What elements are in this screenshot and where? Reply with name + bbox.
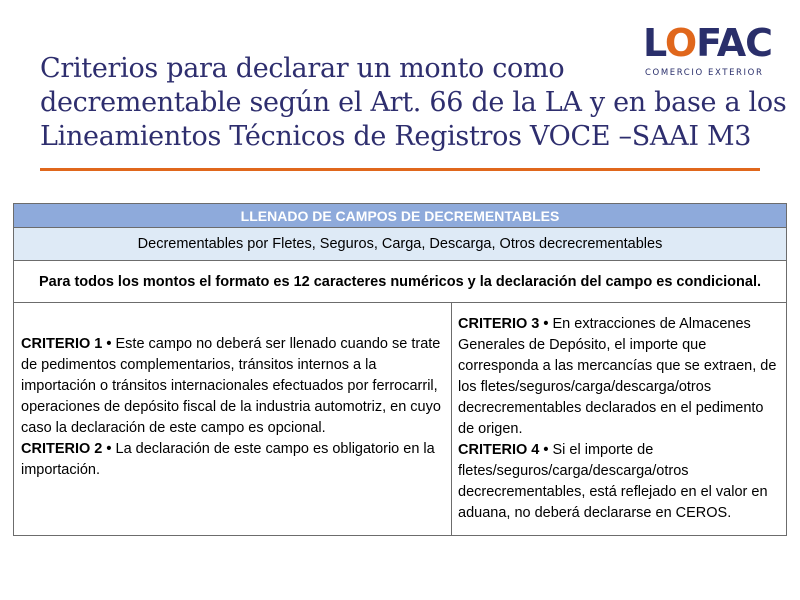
logo-letter-o: O xyxy=(664,21,697,65)
criterio-3-bullet: • xyxy=(539,316,553,332)
criterio-1-bullet: • xyxy=(102,336,116,352)
logo-letter-l: L xyxy=(643,21,665,65)
criterio-2-bullet: • xyxy=(102,441,116,457)
logo-wordmark xyxy=(643,22,772,64)
criterio-4-text: Si el importe de fletes/seguros/carga/descarga/otros decrecrementables, está reflejado en el valor en aduana, no deberá declararse en CEROS. xyxy=(458,442,768,521)
title-line-1: Criterios para declarar un monto como xyxy=(40,53,565,84)
criterio-4-label: CRITERIO 4 xyxy=(458,442,540,458)
criteria-left-cell xyxy=(14,303,452,535)
criterio-4 xyxy=(458,440,780,524)
criteria-row xyxy=(14,303,786,535)
criterio-4-bullet: • xyxy=(539,442,553,458)
criterio-2-text: La declaración de este campo es obligatorio en la importación. xyxy=(21,441,435,478)
title-divider xyxy=(40,168,760,171)
title-line-3: Lineamientos Técnicos de Registros VOCE –SAAI M3 xyxy=(40,121,752,152)
criterio-3 xyxy=(458,314,780,440)
criterio-3-label: CRITERIO 3 xyxy=(458,316,540,332)
criterio-3-text: En extracciones de Almacenes Generales de Depósito, el importe que corresponda a las mercancías que se extraen, de los fletes/seguros/carga/descarga/otros decrecrementables declarados en el pedimento de origen. xyxy=(458,316,777,437)
criterio-1-label: CRITERIO 1 xyxy=(21,336,103,352)
criterio-2 xyxy=(21,439,445,481)
logo-subtitle: COMERCIO EXTERIOR xyxy=(645,68,764,78)
table-header: LLENADO DE CAMPOS DE DECREMENTABLES xyxy=(14,204,786,228)
table-subheader: Decrementables por Fletes, Seguros, Carga, Descarga, Otros decrecrementables xyxy=(14,228,786,261)
criteria-right-cell xyxy=(452,303,786,535)
lofac-logo xyxy=(643,22,787,78)
table-note: Para todos los montos el formato es 12 caracteres numéricos y la declaración del campo es condicional. xyxy=(14,261,786,303)
criterio-1-text: Este campo no deberá ser llenado cuando se trate de pedimentos complementarios, tránsitos internos a la importación o tránsitos internacionales efectuados por ferrocarril, operaciones de depósito fiscal de la industria automotriz, en cuyo caso la declaración de este campo es opcional. xyxy=(21,336,441,436)
criterio-1 xyxy=(21,334,445,439)
criterio-2-label: CRITERIO 2 xyxy=(21,441,103,457)
logo-letters-fac: FAC xyxy=(696,21,773,65)
decrementables-table xyxy=(13,203,787,536)
title-line-2: decrementable según el Art. 66 de la LA y en base a los xyxy=(40,87,787,118)
